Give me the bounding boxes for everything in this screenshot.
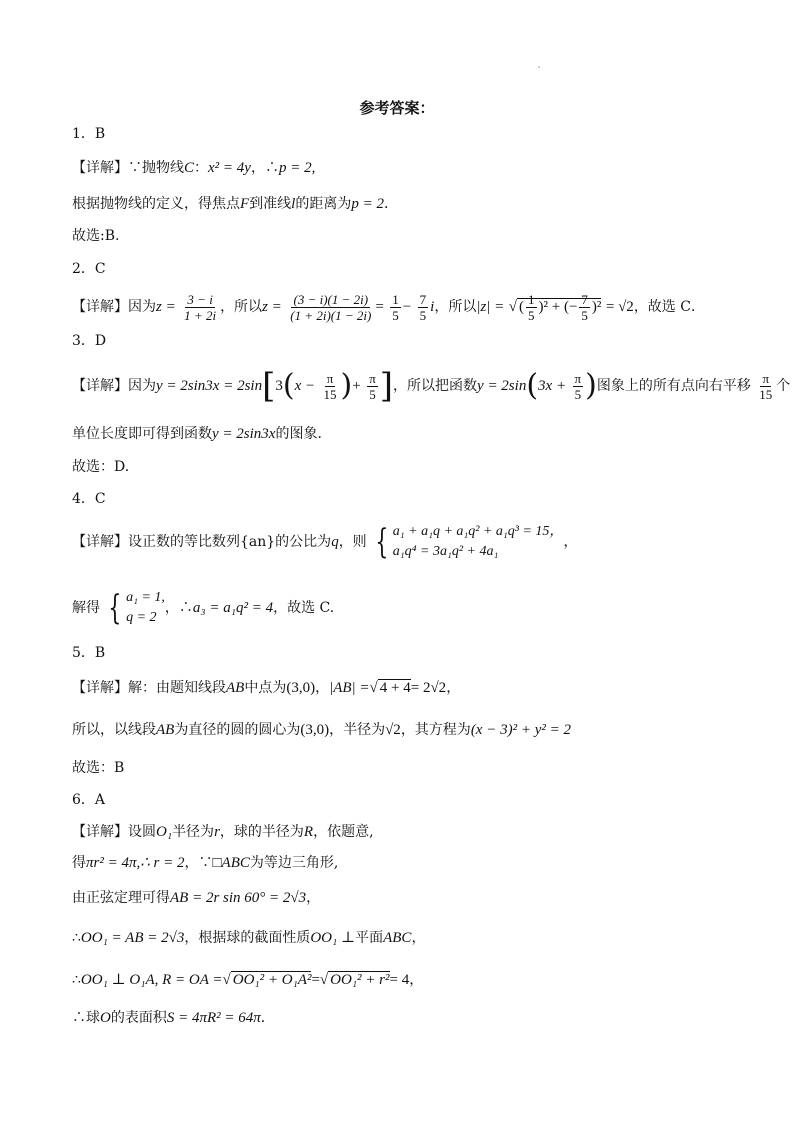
q1-line2: [72, 194, 398, 214]
numerator: 3 − i: [187, 291, 213, 307]
numerator: 7: [581, 292, 588, 308]
math: +: [352, 378, 361, 394]
math: F: [240, 196, 250, 212]
math: C: [184, 160, 195, 176]
sqrt-sign: √: [508, 299, 517, 315]
equation-system: [371, 522, 563, 562]
q6-answer: 6．A: [72, 792, 106, 808]
q3-choose: 故选：D.: [72, 459, 130, 475]
numerator: 1: [392, 291, 399, 307]
math: |AB| =: [329, 680, 370, 696]
text: ．: [260, 1010, 275, 1026]
text: 到准线: [249, 196, 292, 212]
q5-line2: [72, 720, 571, 740]
denominator: 5: [392, 307, 399, 323]
text: ，∴: [250, 160, 279, 176]
detail-label: 【详解】: [72, 680, 128, 696]
math: =: [375, 299, 384, 315]
denominator: 15: [759, 386, 773, 402]
text: 由正弦定理可得: [72, 890, 170, 906]
text: 得: [72, 855, 86, 871]
page-title: 参考答案：: [359, 99, 435, 117]
fraction: [390, 292, 401, 323]
denominator: 5: [419, 307, 427, 323]
q5-answer: 5．B: [72, 645, 106, 661]
math: z =: [262, 299, 282, 315]
math: = 2√2: [410, 680, 447, 696]
fraction: [757, 371, 774, 402]
text: ，故选 C．: [633, 299, 705, 315]
math: S = 4πR² = 64π: [166, 1010, 261, 1026]
text: ，∵: [184, 855, 213, 871]
text: 设圆: [128, 824, 156, 840]
math: i: [430, 299, 435, 315]
fraction: [418, 292, 429, 323]
text: 设正数的等比数列{an}的公比为: [128, 534, 332, 550]
math: y = 2sin3x: [212, 426, 276, 442]
math: R: [303, 824, 314, 840]
math: z =: [156, 299, 176, 315]
math: AB: [226, 680, 245, 696]
math: x −: [294, 378, 316, 394]
text: 中点为: [244, 680, 287, 696]
q3-answer: 3．D: [72, 333, 107, 349]
math: 3x +: [538, 378, 567, 394]
text: ，: [411, 930, 426, 946]
text: ，半径为: [329, 722, 386, 738]
text: ∵抛物线: [128, 160, 184, 176]
brace: {: [375, 522, 389, 562]
math: a₃ = a₁q² = 4: [192, 600, 274, 616]
math: OO₁ ⊥ O₁A, R = OA =: [80, 972, 223, 988]
text: ，根据球的截面性质: [184, 930, 311, 946]
text: 解得: [72, 600, 100, 616]
math: √2: [385, 722, 401, 738]
paren: (: [526, 368, 539, 403]
numerator: π: [762, 370, 770, 386]
text: 平面: [355, 930, 384, 946]
denominator: (1 + 2i)(1 − 2i): [290, 307, 372, 323]
q6-line4: [72, 928, 425, 948]
sqrt-body: [517, 292, 602, 324]
fraction: [526, 292, 537, 323]
math: AB = 2r sin 60° = 2√3: [170, 890, 307, 906]
denominator: 5: [574, 386, 582, 402]
text: 的距离为: [295, 196, 352, 212]
math: =: [311, 972, 320, 988]
math: p = 2: [351, 196, 384, 212]
system-lines: [393, 522, 564, 562]
text: 半径为: [172, 824, 215, 840]
math: y = 2sin3x = 2sin: [156, 378, 263, 394]
text: ，其方程为: [400, 722, 471, 738]
text: 的表面积: [110, 1010, 167, 1026]
math: x² = 4y: [208, 160, 251, 176]
math: l: [291, 196, 296, 212]
math: O₁: [156, 824, 173, 840]
numerator: π: [326, 370, 334, 386]
q6-line2: [72, 853, 338, 873]
scan-dot: [538, 66, 540, 68]
fraction: [367, 371, 378, 402]
detail-label: 【详解】: [72, 299, 128, 315]
text: 为等边三角形,: [249, 855, 339, 871]
q6-line5: [72, 970, 423, 990]
math: AB: [156, 722, 175, 738]
equation: q = 2: [126, 610, 157, 625]
math: y = 2sin: [477, 378, 527, 394]
math: )² + (−: [538, 299, 578, 315]
solution-system: [104, 588, 164, 628]
detail-label: 【详解】: [72, 534, 128, 550]
text: 个: [776, 378, 791, 394]
math: = √2: [605, 299, 634, 315]
sqrt-body: OO₁² + r²: [330, 972, 390, 988]
text: 所以，以线段: [72, 722, 156, 738]
numerator: π: [369, 370, 376, 386]
q1-choose: 故选:B.: [72, 228, 120, 244]
paren: ): [340, 368, 353, 403]
q3-line2: [72, 424, 331, 444]
numerator: (3 − i)(1 − 2i): [293, 291, 369, 307]
denominator: 5: [581, 308, 588, 324]
fraction: [579, 292, 590, 323]
text: ，所以: [220, 299, 263, 315]
math: (3,0): [286, 680, 316, 696]
fraction: [182, 292, 218, 323]
sqrt-sign: √: [319, 972, 329, 988]
text: 的图象．: [275, 426, 332, 442]
detail-label: 【详解】: [72, 160, 128, 176]
text: ．: [383, 196, 398, 212]
q5-line1: [72, 678, 460, 698]
sqrt-body: OO₁² + O₁A²: [232, 972, 312, 988]
brace: {: [108, 588, 122, 628]
text: ，: [446, 680, 461, 696]
math: (: [519, 299, 524, 315]
denominator: 15: [323, 386, 337, 402]
text: 因为: [128, 299, 156, 315]
paren: ): [585, 368, 597, 403]
q6-line3: [72, 888, 320, 908]
math: p = 2,: [278, 160, 316, 176]
q3-line1: [72, 366, 790, 406]
math: q: [331, 534, 339, 550]
math: r: [214, 824, 220, 840]
text: ，∴: [164, 600, 193, 616]
math: |z| =: [476, 299, 505, 315]
text: ，所以: [434, 299, 477, 315]
sqrt-sign: √: [222, 972, 231, 988]
q4-line1: [72, 522, 577, 562]
math: 3: [275, 378, 283, 394]
text: ，: [563, 534, 578, 550]
text: 图象上的所有点向右平移: [596, 378, 751, 394]
q4-line2: [72, 588, 334, 628]
system-lines: [126, 588, 165, 628]
equation: a₁ = 1,: [126, 590, 165, 605]
text: 为直径的圆的圆心为: [174, 722, 301, 738]
paren: (: [282, 368, 295, 403]
bracket: ]: [379, 366, 394, 406]
equation: a₁q⁴ = 3a₁q² + 4a₁: [392, 544, 499, 559]
q1-line1: [72, 158, 315, 178]
math: = 4: [389, 972, 410, 988]
numerator: π: [574, 370, 582, 386]
denominator: 5: [528, 308, 535, 324]
text: ，依题意,: [313, 824, 374, 840]
text: ，则: [338, 534, 367, 550]
text: ，所以把函数: [393, 378, 478, 394]
math: πr² = 4π,∴ r = 2: [86, 855, 185, 871]
math: (3,0): [300, 722, 330, 738]
math: □ABC: [212, 855, 250, 871]
denominator: 5: [369, 386, 376, 402]
text: ，球的半径为: [219, 824, 304, 840]
text: ：: [194, 160, 209, 176]
text: ∴: [72, 930, 81, 946]
detail-label: 【详解】: [72, 824, 128, 840]
math: OO₁ ⊥: [310, 930, 356, 946]
text: ，: [409, 972, 424, 988]
numerator: 7: [419, 291, 427, 307]
text: ，故选 C.: [273, 600, 335, 616]
q5-choose: 故选：B: [72, 760, 125, 776]
q6-line6: [72, 1008, 275, 1028]
q1-answer: 1．B: [72, 126, 106, 142]
text: ，: [315, 680, 330, 696]
text: ∴球: [72, 1010, 100, 1026]
math: ABC: [383, 930, 412, 946]
math: )²: [591, 299, 602, 315]
q4-answer: 4．C: [72, 491, 106, 507]
math: OO₁ = AB = 2√3: [80, 930, 185, 946]
text: 根据抛物线的定义，得焦点: [72, 196, 240, 212]
sqrt-body: 4 + 4: [379, 680, 411, 696]
fraction: [322, 371, 339, 402]
q2-answer: 2．C: [72, 261, 106, 277]
q6-line1: [72, 822, 374, 842]
math: O: [100, 1010, 111, 1026]
denominator: 1 + 2i: [184, 307, 217, 323]
bracket: [: [262, 366, 276, 406]
text: ∴: [72, 972, 81, 988]
math: −: [402, 299, 412, 315]
detail-label: 【详解】: [72, 378, 128, 394]
q2-line1: [72, 290, 705, 324]
fraction: [573, 371, 584, 402]
numerator: 1: [528, 292, 535, 308]
equation: a₁ + a₁q + a₁q² + a₁q³ = 15，: [392, 524, 564, 539]
text: ，: [306, 890, 321, 906]
text: 因为: [128, 378, 156, 394]
math: (x − 3)² + y² = 2: [470, 722, 571, 738]
fraction: [288, 292, 373, 323]
text: 解：由题知线段: [128, 680, 226, 696]
sqrt-sign: √: [369, 680, 378, 696]
text: 单位长度即可得到函数: [72, 426, 212, 442]
